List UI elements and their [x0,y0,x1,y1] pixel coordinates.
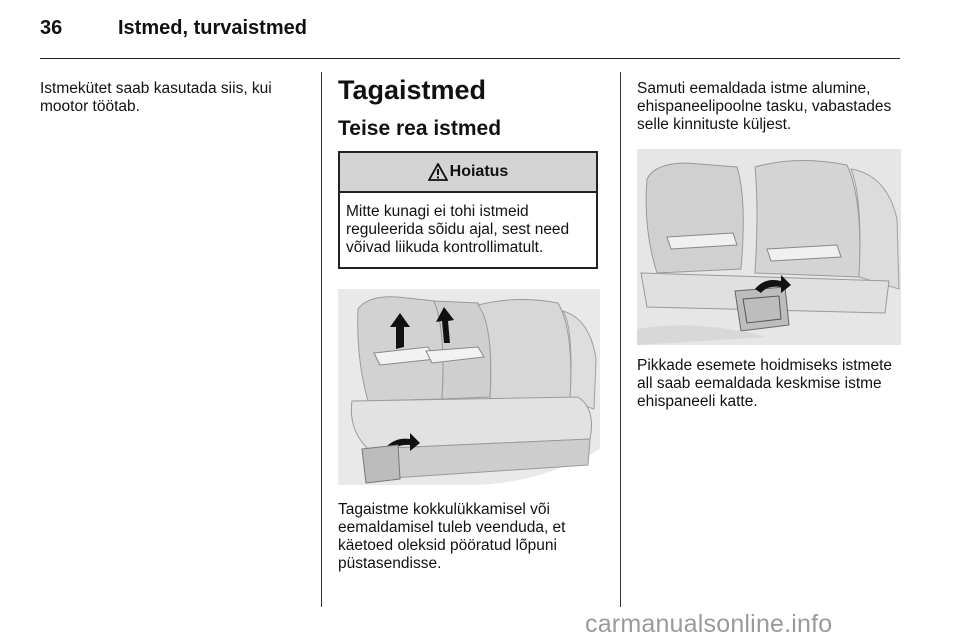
warning-text: Mitte kunagi ei tohi istmeid reguleerida sõidu ajal, sest need võivad liikuda kontrollimatult. [346,203,570,256]
rear-seat-armrest-illustration [338,289,600,485]
column-1 [40,80,310,116]
column-3 [637,80,907,411]
warning-triangle-icon [428,163,448,181]
subsection-heading: Teise rea istmed [338,117,502,140]
warning-header [340,153,596,193]
column-divider-right [620,72,621,607]
body-paragraph-top: Samuti eemaldada istme alumine, ehispaneelipoolne tasku, vabastades selle kinnituste küljest. [637,80,892,133]
site-watermark: carmanualsonline.info [585,610,833,638]
column-divider-left [321,72,322,607]
body-paragraph-bottom: Pikkade esemete hoidmiseks istmete all saab eemaldada keskmise istme ehispaneeli katte. [637,357,893,410]
column-2 [338,74,604,573]
running-head: Istmed, turvaistmed [118,17,307,39]
warning-body [340,193,596,267]
header-rule [40,58,900,59]
seat-pocket-removal-illustration [637,149,901,345]
figure-caption: Tagaistme kokkulükkamisel või eemaldamisel tuleb veenduda, et käetoed oleksid pööratud lõpuni püstasendisse. [338,501,566,572]
warning-box [338,151,598,269]
warning-title: Hoiatus [449,163,509,180]
page-number: 36 [40,17,63,39]
section-heading: Tagaistmed [338,75,487,105]
body-paragraph: Istmekütet saab kasutada siis, kui mootor töötab. [40,80,272,115]
